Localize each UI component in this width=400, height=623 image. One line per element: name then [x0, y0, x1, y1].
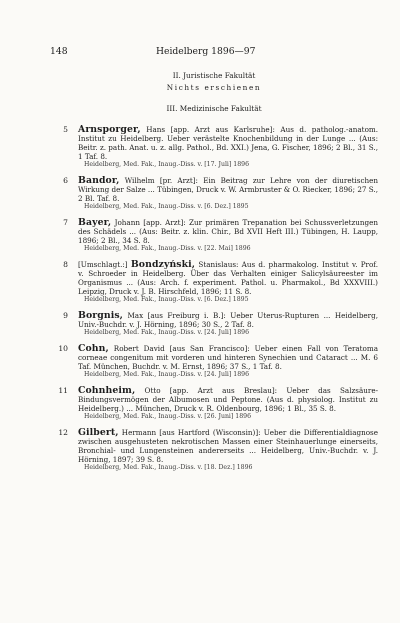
entry-number: 12 — [58, 428, 68, 437]
entry-text — [78, 218, 378, 245]
author-surname: Gilbert, — [78, 427, 119, 438]
bibliography-entry — [50, 218, 378, 253]
entry-prefix: [Umschlagt.:] — [78, 260, 131, 269]
entry-list — [50, 125, 378, 472]
entry-text — [78, 125, 378, 161]
entry-number: 5 — [63, 125, 68, 134]
entry-text — [78, 311, 378, 329]
author-surname: Cohn, — [78, 343, 109, 354]
entry-body: Max [aus Freiburg i. B.]: Ueber Uterus-Rupturen ... Heidelberg, Univ.-Buchdr. v. J. Hörning, 1896; 30 S., 2 Taf. 8. — [78, 311, 378, 329]
entry-number: 10 — [58, 344, 68, 353]
dissertation-note: Heidelberg, Med. Fak., Inaug.-Diss. v. [24. Juli] 1896 — [84, 329, 250, 336]
entry-number: 7 — [63, 218, 68, 227]
entry-body: Hans [app. Arzt aus Karlsruhe]: Aus d. patholog.-anatom. Institut zu Heidelberg. Ueber verästelte Knochenbildung in der Lunge ... (Aus: Beitr. z. path. Anat. u. z. allg. Pathol., Bd. XXI.) Jena, G. Fischer, 1896; 2 Bl., 31 S., 1 Taf. 8. — [78, 125, 378, 161]
dissertation-note: Heidelberg, Med. Fak., Inaug.-Diss. v. [17. Juli] 1896 — [84, 161, 250, 168]
entry-text — [78, 428, 378, 464]
bibliography-entry — [50, 428, 378, 472]
dissertation-note: Heidelberg, Med. Fak., Inaug.-Diss. v. [6. Dez.] 1895 — [84, 296, 249, 303]
author-surname: Arnsporger, — [78, 124, 141, 135]
entry-number: 8 — [63, 260, 68, 269]
entry-body: Robert David [aus San Francisco]: Ueber einen Fall von Teratoma corneae congenitum mit vorderen und hinteren Synechien und Cataract ... M. 6 Taf. München, Buchdr. v. M. Ernst, 1896; 37 S., 1 Taf. 8. — [78, 344, 378, 371]
entry-number: 11 — [58, 386, 68, 395]
author-surname: Bandor, — [78, 175, 120, 186]
entry-body: Otto [app. Arzt aus Breslau]: Ueber das Salzsäure-Bindungsvermögen der Albumosen und Peptone. (Aus d. physiolog. Institut zu Heidelberg.) ... München, Druck v. R. Oldenbourg, 1896; 1 Bl., 35 S. 8. — [78, 386, 378, 413]
bibliography-entry — [50, 125, 378, 169]
bibliography-entry — [50, 260, 378, 304]
running-header — [50, 46, 378, 57]
author-surname: Cohnheim, — [78, 385, 136, 396]
author-surname: Borgnis, — [78, 310, 124, 321]
bibliography-entry — [50, 344, 378, 379]
entry-body: Stanislaus: Aus d. pharmakolog. Institut v. Prof. v. Schroeder in Heidelberg. Über das Verhalten einiger Salicylsäureester im Organismus ... (Aus: Arch. f. experiment. Pathol. u. Pharmakol., Bd XXXVIII.) Leipzig, Druck v. J. B. Hirschfeld, 1896; 11 S. 8. — [78, 260, 378, 296]
entry-body: Hermann [aus Hartford (Wisconsin)]: Ueber die Differentialdiagnose zwischen ausgehusteten nekrotischen Massen einer Steinhauerlunge einerseits, Bronchial- und Lungensteinen andererseits ... Heidelberg, Univ.-Buchdr. v. J. Hörning, 1897; 39 S. 8. — [78, 428, 378, 464]
dissertation-note: Heidelberg, Med. Fak., Inaug.-Diss. v. [6. Dez.] 1895 — [84, 203, 249, 210]
entry-text — [78, 176, 378, 203]
bibliography-entry — [50, 386, 378, 421]
dissertation-note: Heidelberg, Med. Fak., Inaug.-Diss. v. [18. Dez.] 1896 — [84, 464, 253, 471]
section-note: Nichts erschienen — [166, 83, 262, 92]
section-heading-medizinische: III. Medizinische Fakultät — [166, 104, 262, 113]
bibliography-entry — [50, 311, 378, 337]
section-heading-juristische: II. Juristische Fakultät — [172, 71, 256, 80]
entry-text — [78, 344, 378, 371]
dissertation-note: Heidelberg, Med. Fak., Inaug.-Diss. v. [22. Mai] 1896 — [84, 245, 251, 252]
entry-text — [78, 386, 378, 413]
entry-body: Johann [app. Arzt]: Zur primären Trepanation bei Schussverletzungen des Schädels ... (Aus: Beitr. z. klin. Chir., Bd XVII Heft III.) Tübingen, H. Laupp, 1896; 2 Bl., 34 S. 8. — [78, 218, 378, 245]
entry-text — [78, 260, 378, 296]
author-surname: Bayer, — [78, 217, 112, 228]
running-title: Heidelberg 1896—97 — [156, 46, 256, 57]
page-number: 148 — [50, 46, 68, 57]
entry-body: Wilhelm [pr. Arzt]: Ein Beitrag zur Lehre von der diuretischen Wirkung der Salze ... Tübingen, Druck v. W. Armbruster & O. Riecker, 1896; 27 S., 2 Bl. Taf. 8. — [78, 176, 378, 203]
dissertation-note: Heidelberg, Med. Fak., Inaug.-Diss. v. [26. Juni] 1896 — [84, 413, 252, 420]
bibliography-entry — [50, 176, 378, 211]
entry-number: 6 — [63, 176, 68, 185]
author-surname: Bondzyński, — [130, 259, 196, 270]
entry-number: 9 — [63, 311, 68, 320]
dissertation-note: Heidelberg, Med. Fak., Inaug.-Diss. v. [24. Juli] 1896 — [84, 371, 250, 378]
